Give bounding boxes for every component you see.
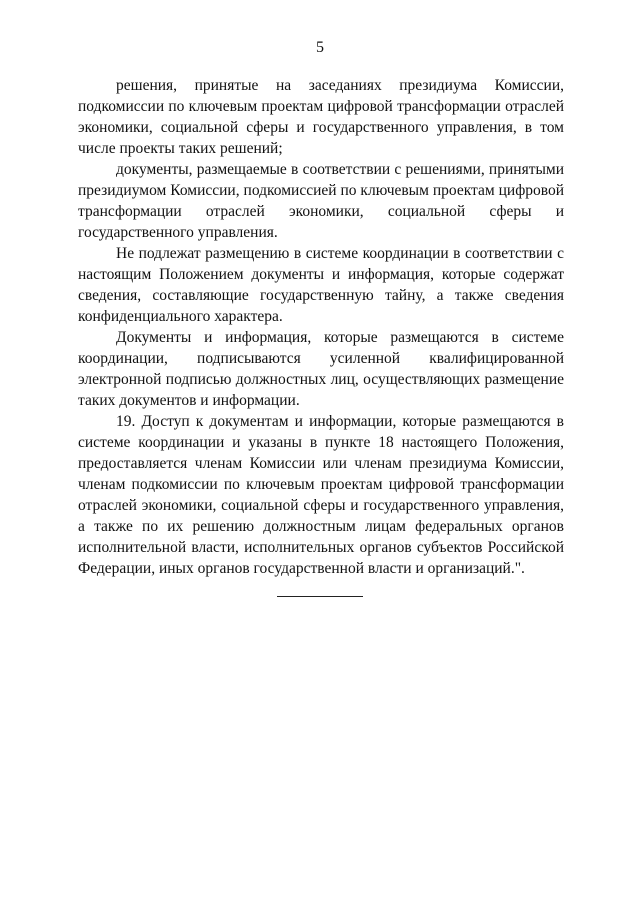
separator-line	[277, 596, 363, 597]
document-body	[78, 75, 564, 579]
paragraph-1: решения, принятые на заседаниях президиума Комиссии, подкомиссии по ключевым проектам цифровой трансформации отраслей экономики, социальной сферы и государственного управления, в том числе проекты таких решений;	[78, 77, 564, 157]
page-number: 5	[316, 39, 324, 56]
paragraph-2: документы, размещаемые в соответствии с решениями, принятыми президиумом Комиссии, подкомиссией по ключевым проектам цифровой трансформации отраслей экономики, социальной сферы и государственного управления.	[78, 161, 564, 241]
paragraph-5: 19. Доступ к документам и информации, которые размещаются в системе координации и указаны в пункте 18 настоящего Положения, предоставляется членам Комиссии или членам президиума Комиссии, членам подкомиссии по ключевым проектам цифровой трансформации отраслей экономики, социальной сферы и государственного управления, а также по их решению должностным лицам федеральных органов исполнительной власти, исполнительных органов субъектов Российской Федерации, иных органов государственной власти и организаций.".	[78, 413, 564, 577]
paragraph-4: Документы и информация, которые размещаются в системе координации, подписываются усиленной квалифицированной электронной подписью должностных лиц, осуществляющих размещение таких документов и информации.	[78, 329, 564, 409]
paragraph-3: Не подлежат размещению в системе координации в соответствии с настоящим Положением документы и информация, которые содержат сведения, составляющие государственную тайну, а также сведения конфиденциального характера.	[78, 245, 564, 325]
